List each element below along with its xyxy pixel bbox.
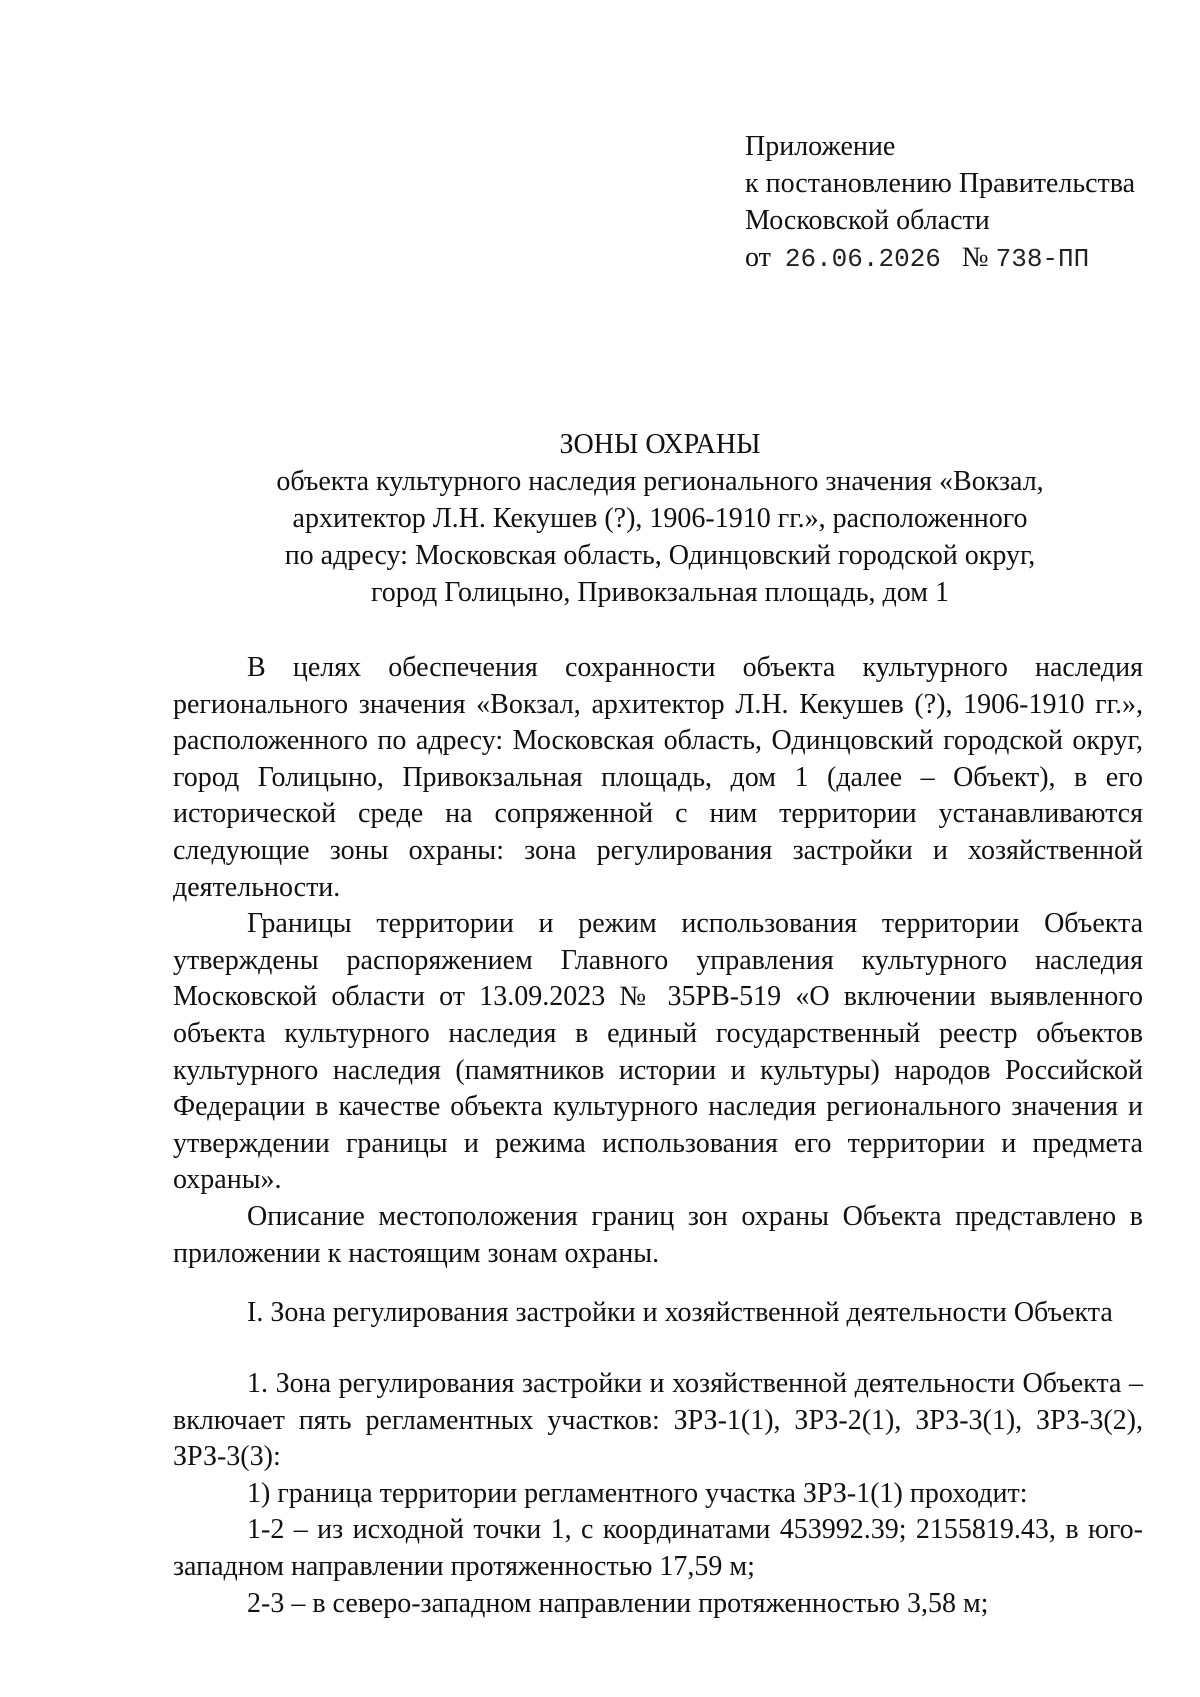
- title-line-3: по адресу: Московская область, Одинцовский городской округ,: [284, 540, 1036, 571]
- title-main: ЗОНЫ ОХРАНЫ: [559, 429, 761, 460]
- resolution-date: 26.06.2026: [784, 244, 941, 274]
- appendix-resolution-ref: к постановлению Правительства: [745, 168, 1136, 199]
- body-text: [173, 650, 1143, 1272]
- paragraph-description: Описание местоположения границ зон охраны Объекта представлено в приложении к настоящим зонам охраны.: [173, 1200, 1143, 1269]
- paragraph-boundaries: Границы территории и режим использования территории Объекта утверждены распоряжением Главного управления культурного наследия Московской области от 13.09.2023 № 35РВ-519 «О включении выявленного объекта культурного наследия в единый государственный реестр объектов культурного наследия (памятников истории и культуры) народов Российской Федерации в качестве объекта культурного наследия регионального значения и утверждении границы и режима использования его территории и предмета охраны».: [173, 908, 1143, 1196]
- appendix-date-number: [745, 239, 1135, 278]
- segment-1-2: 1-2 – из исходной точки 1, с координатами 453992.39; 2155819.43, в юго-западном направлении протяженностью 17,59 м;: [173, 1514, 1143, 1582]
- title-line-1: объекта культурного наследия регионального значения «Вокзал,: [276, 466, 1044, 497]
- segment-2-3: 2-3 – в северо-западном направлении протяженностью 3,58 м;: [247, 1587, 989, 1619]
- point-1: 1. Зона регулирования застройки и хозяйственной деятельности Объекта – включает пять регламентных участков: ЗРЗ-1(1), ЗРЗ-2(1), ЗРЗ-3(1), ЗРЗ-3(2), ЗРЗ-3(3):: [173, 1368, 1143, 1473]
- appendix-region: Московской области: [745, 205, 990, 236]
- appendix-label: Приложение: [745, 131, 896, 162]
- section-heading: I. Зона регулирования застройки и хозяйственной деятельности Объекта: [247, 1297, 1113, 1328]
- appendix-header: [745, 128, 1135, 278]
- number-label: №: [961, 242, 989, 273]
- title-line-2: архитектор Л.Н. Кекушев (?), 1906-1910 гг.», расположенного: [292, 503, 1028, 534]
- points-list: [173, 1366, 1143, 1622]
- resolution-number: 738-ПП: [995, 244, 1090, 274]
- paragraph-purpose: В целях обеспечения сохранности объекта культурного наследия регионального значения «Вокзал, архитектор Л.Н. Кекушев (?), 1906-1910 гг.», расположенного по адресу: Московская область, Одинцовский городской округ, город Голицыно, Привокзальная площадь, дом 1 (далее – Объект), в его исторической среде на сопряженной с ним территории устанавливаются следующие зоны охраны: зона регулирования застройки и хозяйственной деятельности.: [173, 652, 1143, 903]
- date-from-label: от: [745, 242, 771, 273]
- subpoint-1: 1) граница территории регламентного участка ЗРЗ-1(1) проходит:: [247, 1477, 1028, 1509]
- document-title: [180, 426, 1140, 611]
- title-line-4: город Голицыно, Привокзальная площадь, дом 1: [371, 577, 949, 608]
